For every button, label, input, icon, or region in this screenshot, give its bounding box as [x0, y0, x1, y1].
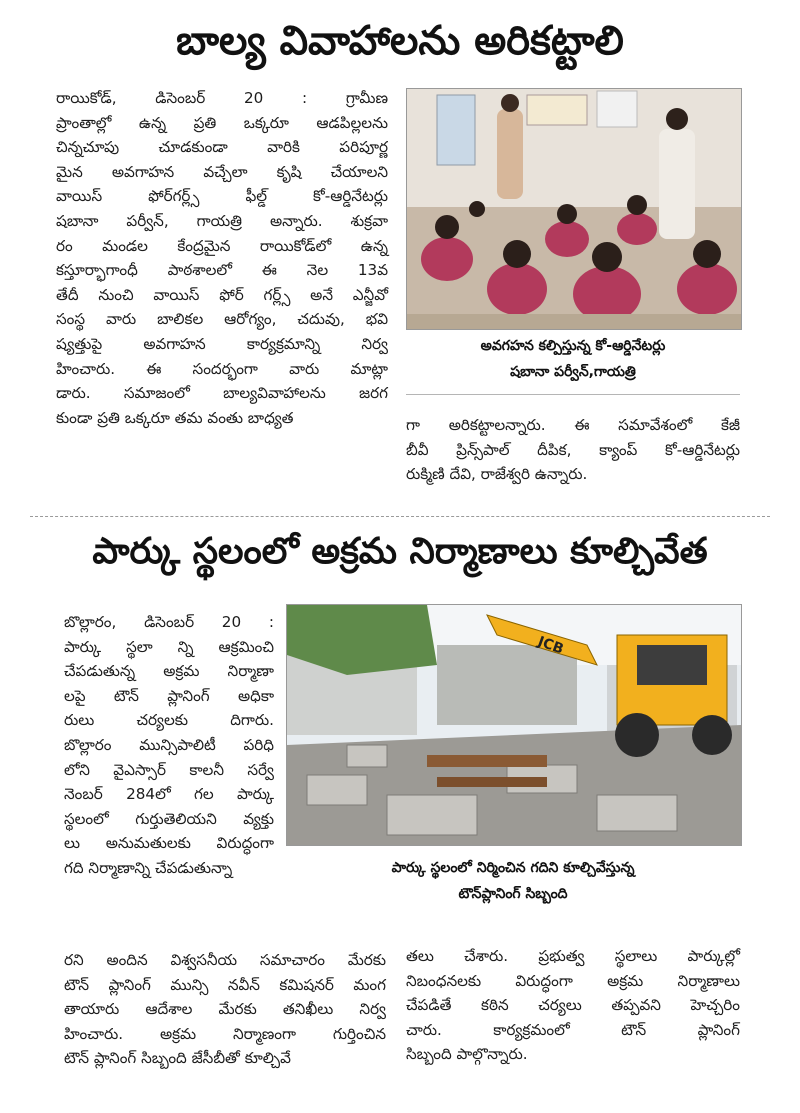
text-line: పార్కు స్థలా న్ని ఆక్రమించి	[64, 637, 274, 656]
text-line: సంస్థ వారు బాలికల ఆరోగ్యం, చదువు, భవి	[56, 310, 388, 329]
photo-caption-line1: అవగహన కల్పిస్తున్న కో-ఆర్డినేటర్లు	[480, 338, 666, 354]
headline-park-demolition: పార్కు స్థలంలో అక్రమ నిర్మాణాలు కూల్చివేత	[92, 531, 708, 572]
article2-bottom-right-column	[406, 944, 740, 1067]
article2-bottom-left-column	[64, 948, 386, 1071]
text-line: నెంబర్ 284లో గల పార్కు	[64, 785, 274, 804]
text-line: కుండా ప్రతి ఒక్కరూ తమ వంతు బాధ్యత	[56, 408, 294, 427]
demolition-illustration	[287, 605, 741, 845]
text-line: తలు చేశారు. ప్రభుత్వ స్థలాలు పార్కుల్లో	[406, 947, 740, 965]
text-line: చారు. కార్యక్రమంలో టౌన్ ప్లానింగ్	[406, 1020, 740, 1039]
text-line: బీవీ ప్రిన్స్‌పాల్ దీపిక, క్యాంప్ కో-ఆర్డినేటర్లు	[406, 440, 740, 459]
photo2-caption-line2: టౌన్‌ప్లానింగ్ సిబ్బంది	[458, 886, 568, 902]
photo2-caption-line1: పార్కు స్థలంలో నిర్మించిన గదిని కూల్చివేస్తున్న	[391, 860, 635, 876]
text-line: లపై టౌన్ ప్లానింగ్ అధికా	[64, 686, 274, 705]
text-line: టౌన్ ప్లానింగ్ సిబ్బంది జేసీబీతో కూల్చివే	[64, 1049, 291, 1068]
article1-right-column	[406, 413, 740, 487]
text-line: హించారు. ఈ సందర్భంగా వారు మాట్లా	[56, 359, 388, 378]
text-line: కస్తూర్భాగాంధీ పాఠశాలలో ఈ నెల 13వ	[56, 261, 388, 280]
text-line: టౌన్ ప్లానింగ్ మున్సి నవీన్ కమిషనర్ మంగ	[64, 975, 386, 994]
text-line: మైన అవగాహన వచ్చేలా కృషి చేయాలని	[56, 162, 388, 181]
text-line: నిబంధనలకు విరుద్ధంగా అక్రమ నిర్మాణాలు	[406, 971, 740, 990]
text-line: రాయికోడ్, డిసెంబర్ 20 : గ్రామీణ	[56, 89, 388, 107]
text-line: డారు. సమాజంలో బాల్యవివాహాలను జరగ	[56, 384, 388, 403]
text-line: ప్రాంతాల్లో ఉన్న ప్రతి ఒక్కరూ ఆడపిల్లలను	[56, 113, 388, 132]
text-line: సిబ్బంది పాల్గొన్నారు.	[406, 1045, 528, 1064]
text-line: చేపడుతున్న అక్రమ నిర్మాణా	[64, 662, 274, 681]
text-line: గా అరికట్టాలన్నారు. ఈ సమావేశంలో కేజీ	[406, 416, 740, 434]
jcb-logo: JCB	[535, 633, 566, 658]
text-line: హించారు. అక్రమ నిర్మాణంగా గుర్తించిన	[64, 1024, 386, 1043]
article1-left-column	[56, 86, 388, 430]
photo-caption-line2: షబానా పర్వీన్,గాయత్రి	[510, 364, 636, 380]
text-line: చేపడితే కఠిన చర్యలు తప్పవని హెచ్చరిం	[406, 996, 740, 1015]
text-line: రని అందిన విశ్వసనీయ సమాచారం మేరకు	[64, 951, 386, 969]
text-line: తేదీ నుంచి వాయిస్ ఫోర్ గర్ల్స్ అనే ఎన్జీవో	[56, 285, 388, 304]
caption-divider	[406, 394, 740, 395]
text-line: చిన్నచూపు చూడకుండా వారికి పరిపూర్ణ	[56, 138, 388, 157]
demolition-photo	[286, 604, 742, 846]
text-line: వాయిస్ ఫోర్‌గర్ల్స్ ఫీల్డ్ కో-ఆర్డినేటర్లు	[56, 187, 388, 206]
article2-left-column	[64, 610, 274, 881]
text-line: స్థలంలో గుర్తుతెలియని వ్యక్తు	[64, 809, 274, 828]
text-line: బొల్లారం, డిసెంబర్ 20 :	[64, 613, 274, 631]
headline-child-marriage: బాల్య వివాహాలను అరికట్టాలి	[176, 18, 624, 64]
classroom-photo	[406, 88, 742, 330]
article-divider	[30, 516, 770, 517]
text-line: లోని వైఎస్సార్ కాలనీ సర్వే	[64, 760, 274, 779]
text-line: రుక్మిణి దేవి, రాజేశ్వరి ఉన్నారు.	[406, 465, 588, 484]
text-line: ష్యత్తుపై అవగాహన కార్యక్రమాన్ని నిర్వ	[56, 334, 388, 353]
text-line: గది నిర్మాణాన్ని చేపడుతున్నా	[64, 858, 233, 877]
text-line: షబానా పర్వీన్, గాయత్రి అన్నారు. శుక్రవా	[56, 211, 388, 230]
text-line: తాయారు ఆదేశాల మేరకు తనిఖీలు నిర్వ	[64, 1000, 386, 1019]
text-line: బొల్లారం మున్సిపాలిటీ పరిధి	[64, 735, 274, 754]
text-line: లు అనుమతులకు విరుద్ధంగా	[64, 834, 274, 853]
classroom-illustration	[407, 89, 741, 329]
text-line: రులు చర్యలకు దిగారు.	[64, 711, 274, 730]
text-line: రం మండల కేంద్రమైన రాయికోడ్‌లో ఉన్న	[56, 236, 388, 255]
